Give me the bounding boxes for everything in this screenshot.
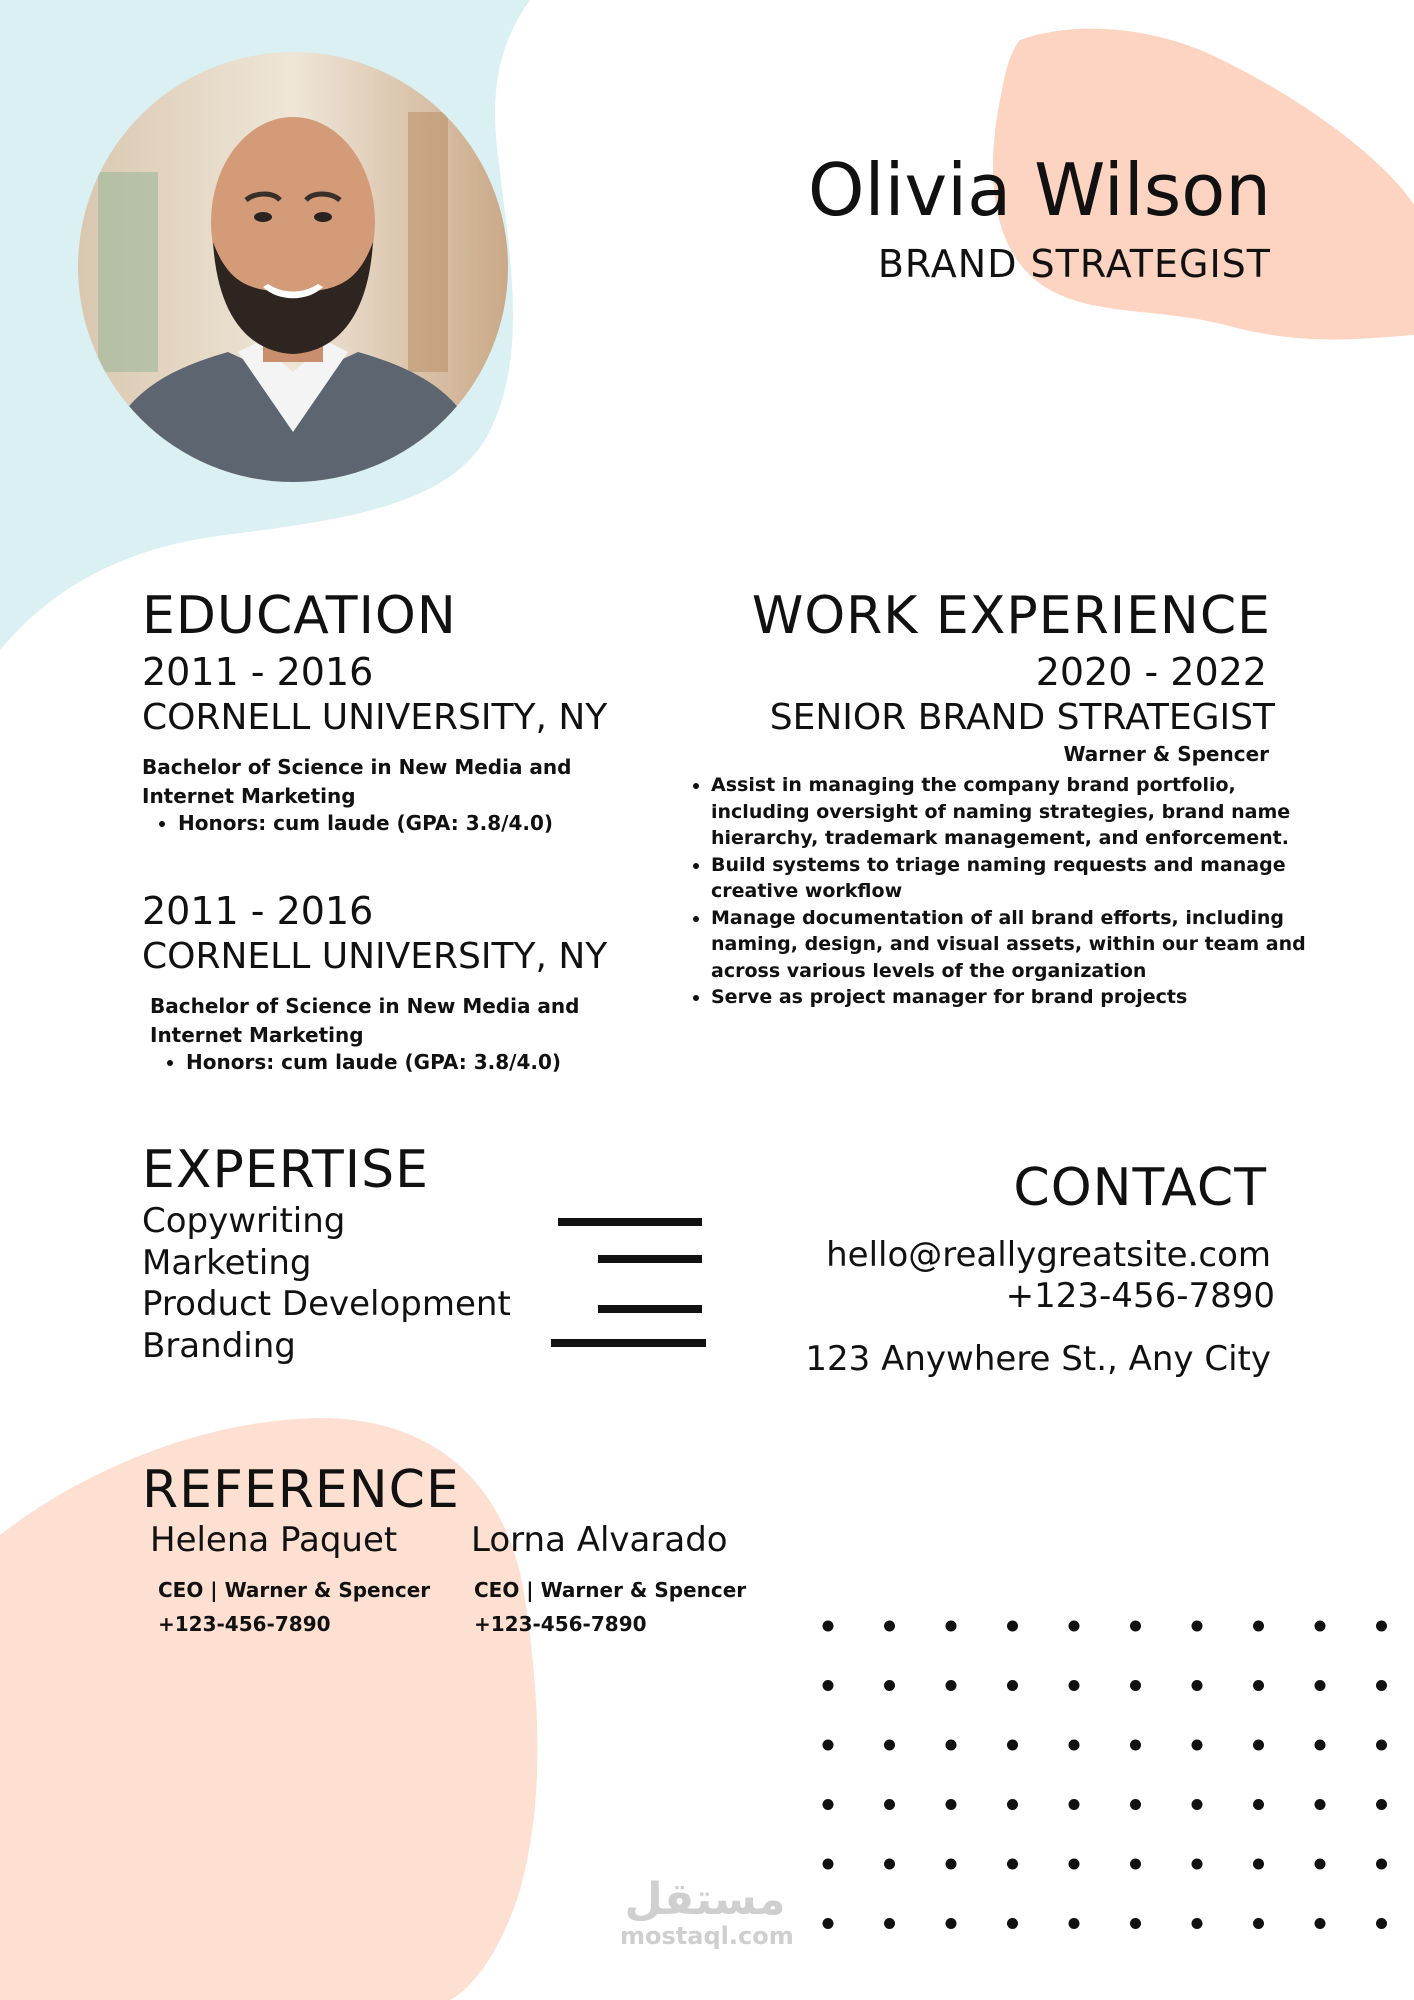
profile-photo	[78, 52, 508, 482]
contact-heading: CONTACT	[1013, 1158, 1267, 1218]
reference-role: CEO | Warner & Spencer	[158, 1578, 431, 1602]
decorative-dot	[1007, 1621, 1018, 1632]
decorative-dot	[1069, 1799, 1080, 1810]
contact-phone: +123-456-7890	[1005, 1276, 1275, 1316]
education-honors: • Honors: cum laude (GPA: 3.8/4.0)	[186, 1049, 561, 1076]
work-duty: • Assist in managing the company brand portfolio, including oversight of naming strategies, brand name hierarchy, trademark management, and enforcement.	[711, 772, 1311, 852]
decorative-dot	[823, 1918, 834, 1929]
decorative-dot	[1007, 1918, 1018, 1929]
decorative-dot	[1376, 1799, 1387, 1810]
work-company: Warner & Spencer	[1063, 742, 1269, 766]
work-position: SENIOR BRAND STRATEGIST	[769, 697, 1275, 738]
decorative-dot	[1376, 1621, 1387, 1632]
decorative-dot	[1376, 1740, 1387, 1751]
decorative-dot	[1376, 1918, 1387, 1929]
education-school: CORNELL UNIVERSITY, NY	[142, 697, 608, 738]
work-duty: • Manage documentation of all brand efforts, including naming, design, and visual assets, within our team and across various levels of the organization	[711, 905, 1311, 985]
decorative-dot	[1315, 1918, 1326, 1929]
decorative-dot	[1315, 1740, 1326, 1751]
reference-name: Helena Paquet	[150, 1520, 398, 1560]
education-degree: Bachelor of Science in New Media and Internet Marketing	[142, 755, 572, 808]
decorative-dot	[1376, 1680, 1387, 1691]
decorative-dot	[1130, 1859, 1141, 1870]
decorative-dot	[1315, 1799, 1326, 1810]
decorative-dot	[1253, 1680, 1264, 1691]
decorative-dot	[1130, 1918, 1141, 1929]
decorative-dot	[1069, 1621, 1080, 1632]
decorative-dot	[1315, 1859, 1326, 1870]
reference-phone: +123-456-7890	[158, 1612, 331, 1636]
decorative-dot	[1253, 1740, 1264, 1751]
contact-email: hello@reallygreatsite.com	[826, 1235, 1271, 1275]
decorative-dot	[1130, 1799, 1141, 1810]
decorative-dot	[884, 1680, 895, 1691]
work-duty: • Build systems to triage naming requests and manage creative workflow	[711, 852, 1311, 905]
decorative-dot	[1315, 1680, 1326, 1691]
decorative-bar	[598, 1305, 702, 1313]
skill-item: Copywriting	[142, 1201, 346, 1241]
decorative-dot	[884, 1918, 895, 1929]
decorative-dot	[1130, 1680, 1141, 1691]
decorative-dot	[823, 1680, 834, 1691]
decorative-dot	[823, 1799, 834, 1810]
decorative-dot	[1007, 1799, 1018, 1810]
decorative-dot	[1192, 1799, 1203, 1810]
watermark	[620, 1874, 794, 1950]
decorative-dot	[1192, 1918, 1203, 1929]
decorative-dot	[884, 1621, 895, 1632]
education-honors-list	[150, 1049, 561, 1076]
decorative-dot	[1315, 1621, 1326, 1632]
decorative-dot	[1069, 1918, 1080, 1929]
education-honors: • Honors: cum laude (GPA: 3.8/4.0)	[178, 810, 553, 837]
decorative-dot	[884, 1859, 895, 1870]
education-years: 2011 - 2016	[142, 889, 374, 933]
work-heading: WORK EXPERIENCE	[751, 586, 1271, 646]
watermark-latin: mostaql.com	[620, 1922, 794, 1950]
decorative-bar	[551, 1339, 706, 1347]
decorative-dot	[1192, 1740, 1203, 1751]
education-honors-list	[142, 810, 553, 837]
decorative-dot	[1130, 1621, 1141, 1632]
education-years: 2011 - 2016	[142, 650, 374, 694]
education-school: CORNELL UNIVERSITY, NY	[142, 936, 608, 977]
skill-item: Product Development	[142, 1284, 511, 1324]
decorative-dot	[1192, 1859, 1203, 1870]
watermark-arabic: مستقل	[624, 1874, 786, 1925]
reference-role: CEO | Warner & Spencer	[474, 1578, 747, 1602]
work-duties-list	[676, 772, 1311, 1011]
decorative-dot	[1253, 1918, 1264, 1929]
decorative-dot	[1069, 1859, 1080, 1870]
work-years: 2020 - 2022	[1035, 650, 1267, 694]
skill-item: Branding	[142, 1325, 296, 1366]
expertise-heading: EXPERTISE	[142, 1140, 430, 1200]
work-duty: • Serve as project manager for brand projects	[711, 984, 1311, 1011]
decorative-dot	[1376, 1859, 1387, 1870]
skills-list	[142, 1201, 511, 1367]
decorative-dot	[823, 1859, 834, 1870]
decorative-dot	[1007, 1740, 1018, 1751]
decorative-dot	[1192, 1621, 1203, 1632]
skill-item: Marketing	[142, 1242, 312, 1283]
decorative-dot	[946, 1918, 957, 1929]
decorative-dot	[884, 1740, 895, 1751]
reference-heading: REFERENCE	[142, 1460, 460, 1520]
decorative-dot	[1069, 1680, 1080, 1691]
decorative-dot	[1007, 1859, 1018, 1870]
decorative-dot	[946, 1859, 957, 1870]
dot-grid	[823, 1621, 1388, 1930]
decorative-dot	[1130, 1740, 1141, 1751]
education-heading: EDUCATION	[142, 586, 457, 646]
decorative-dot	[823, 1621, 834, 1632]
decorative-dot	[884, 1799, 895, 1810]
decorative-dot	[946, 1740, 957, 1751]
reference-name: Lorna Alvarado	[471, 1520, 728, 1560]
decorative-dot	[1069, 1740, 1080, 1751]
candidate-title: BRAND STRATEGIST	[877, 242, 1271, 286]
contact-address: 123 Anywhere St., Any City	[805, 1339, 1271, 1379]
reference-phone: +123-456-7890	[474, 1612, 647, 1636]
decorative-dot	[946, 1621, 957, 1632]
decorative-dot	[1253, 1859, 1264, 1870]
decorative-dot	[1253, 1799, 1264, 1810]
decorative-dot	[946, 1680, 957, 1691]
decorative-dot	[1253, 1621, 1264, 1632]
decorative-dot	[823, 1740, 834, 1751]
decorative-dot	[1007, 1680, 1018, 1691]
decorative-dot	[946, 1799, 957, 1810]
decorative-dot	[1192, 1680, 1203, 1691]
education-degree: Bachelor of Science in New Media and Internet Marketing	[150, 994, 580, 1047]
decorative-bar	[598, 1255, 702, 1263]
candidate-name: Olivia Wilson	[807, 148, 1271, 232]
decorative-bar	[558, 1218, 702, 1226]
